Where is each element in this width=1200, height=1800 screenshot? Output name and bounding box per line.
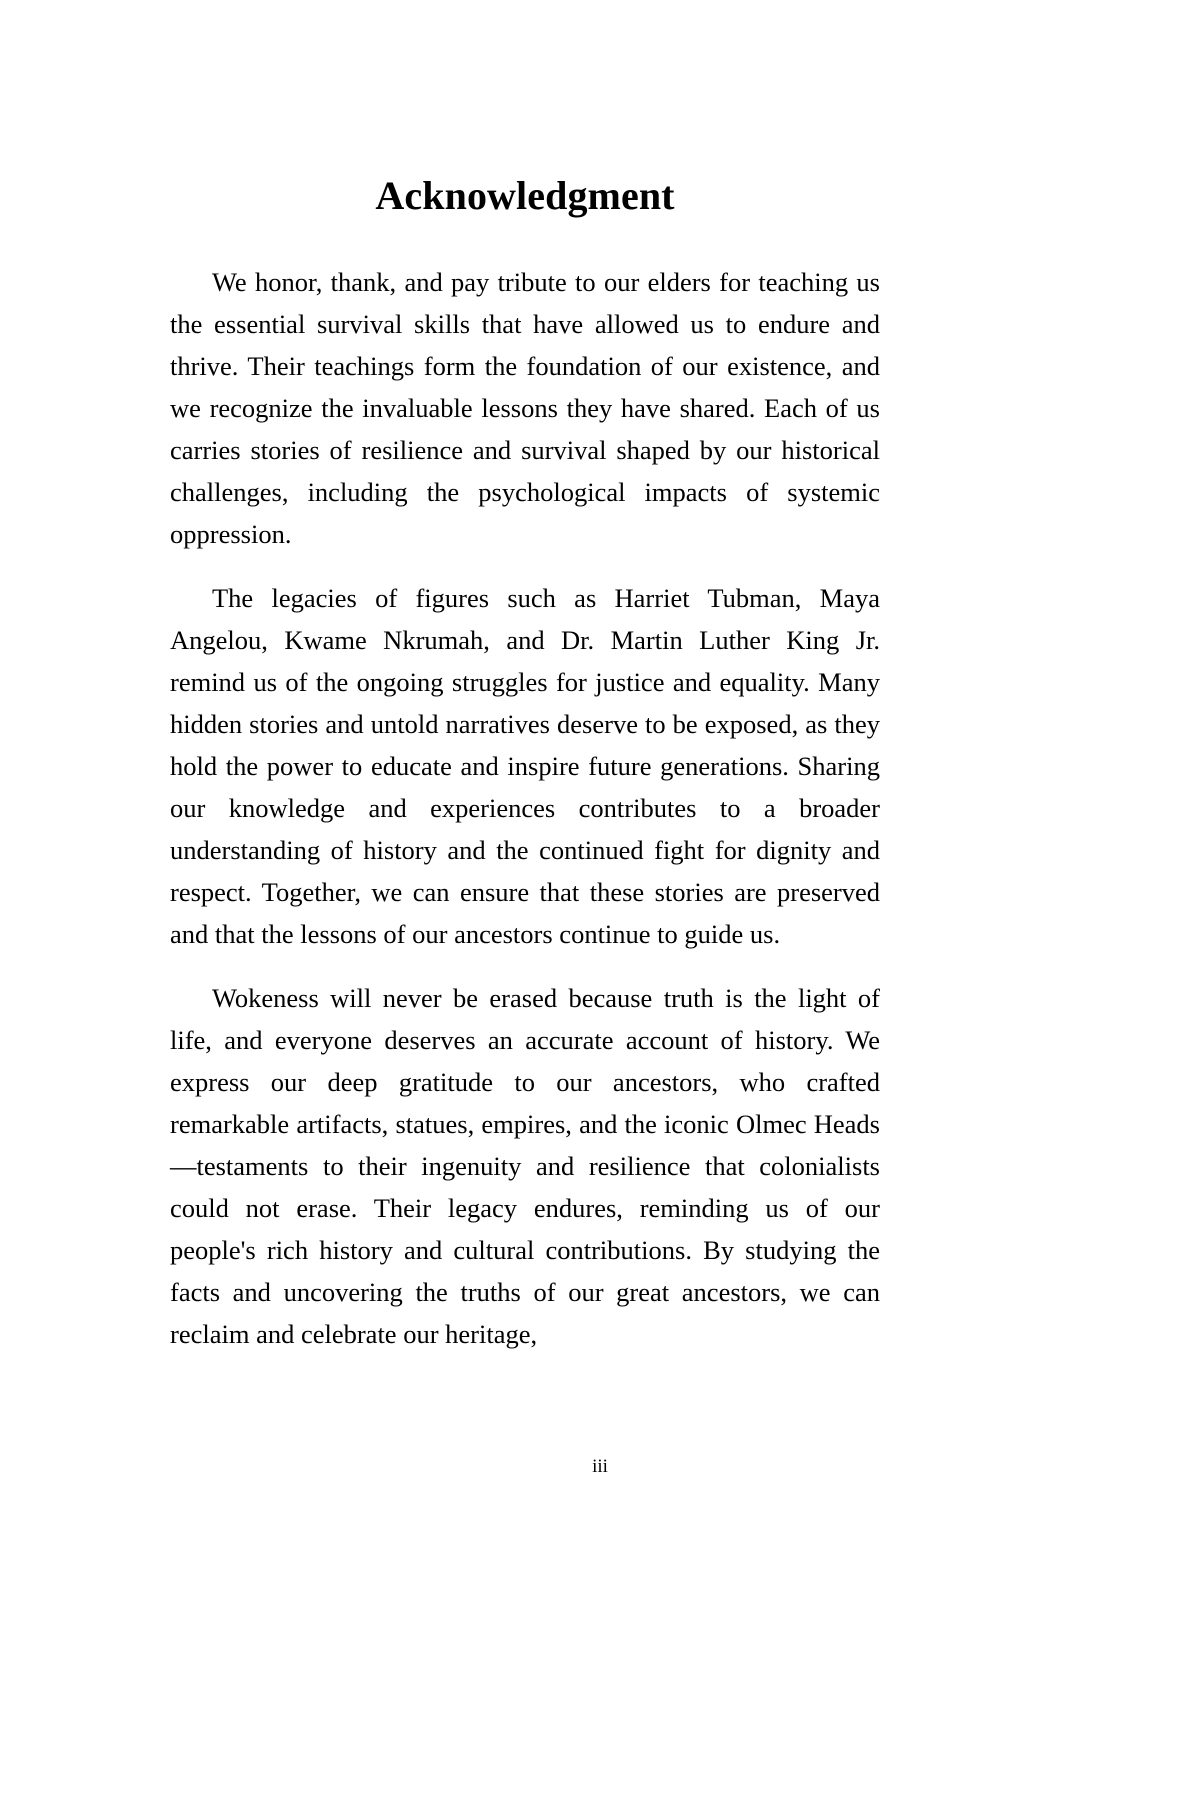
paragraph: We honor, thank, and pay tribute to our elders for teaching us the essential survival skills that have allowed us to endure and thrive. Their teachings form the foundation of our existence, and we recognize the invaluable lessons they have shared. Each of us carries stories of resilience and survival shaped by our historical challenges, including the psychological impacts of systemic oppression.	[170, 267, 880, 549]
paragraph: The legacies of figures such as Harriet Tubman, Maya Angelou, Kwame Nkrumah, and Dr. Martin Luther King Jr. remind us of the ongoing struggles for justice and equality. Many hidden stories and untold narratives deserve to be exposed, as they hold the power to educate and inspire future generations. Sharing our knowledge and experiences contributes to a broader understanding of history and the continued fight for dignity and respect. Together, we can ensure that these stories are preserved and that the lessons of our ancestors continue to guide us.	[170, 583, 880, 949]
page-number: iii	[592, 1456, 608, 1477]
body-text-block	[170, 261, 880, 1355]
page-content-column	[170, 0, 880, 1355]
page-title: Acknowledgment	[375, 173, 675, 218]
paragraph: Wokeness will never be erased because truth is the light of life, and everyone deserves an accurate account of history. We express our deep gratitude to our ancestors, who crafted remarkable artifacts, statues, empires, and the iconic Olmec Heads—testaments to their ingenuity and resilience that colonialists could not erase. Their legacy endures, reminding us of our people's rich history and cultural contributions. By studying the facts and uncovering the truths of our great ancestors, we can reclaim and celebrate our heritage,	[170, 983, 880, 1349]
